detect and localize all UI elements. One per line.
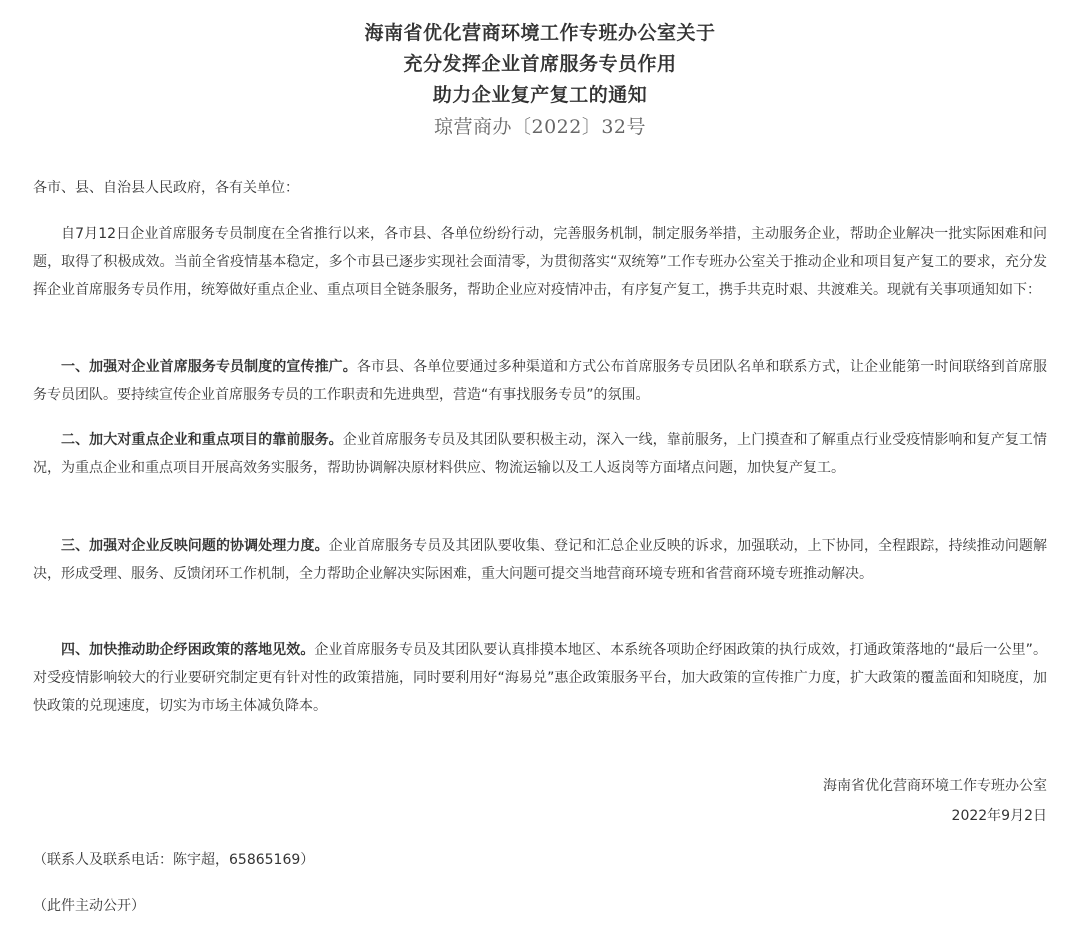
issue-date: 2022年9月2日 — [951, 808, 1047, 824]
section-text-4: 企业首席服务专员及其团队要认真排摸本地区、本系统各项助企纾困政策的执行成效，打通政策落地的“最后一公里”。对受疫情影响较大的行业要研究制定更有针对性的政策措施，同时要利用好“海易兑”惠企政策服务平台，加大政策的宣传推广力度，扩大政策的覆盖面和知晓度，加快政策的兑现速度，切实为市场主体减负降本。 — [33, 642, 1047, 714]
document-title-block — [33, 0, 1047, 143]
section-paragraph-3 — [33, 532, 1047, 588]
section-paragraph-2 — [33, 426, 1047, 482]
title-line-3: 助力企业复产复工的通知 — [432, 84, 648, 106]
document — [33, 0, 1048, 824]
title-line-1: 海南省优化营商环境工作专班办公室关于 — [364, 22, 716, 44]
title-line-2: 充分发挥企业首席服务专员作用 — [403, 53, 677, 75]
section-paragraph-1 — [33, 353, 1047, 409]
section-text-1: 各市县、各单位要通过多种渠道和方式公布首席服务专员团队名单和联系方式，让企业能第一时间联络到首席服务专员团队。要持续宣传企业首席服务专员的工作职责和先进典型，营造“有事找服务专员”的氛围。 — [33, 359, 1047, 403]
issuer-signature: 海南省优化营商环境工作专班办公室 — [823, 778, 1047, 794]
section-text-2: 企业首席服务专员及其团队要积极主动，深入一线，靠前服务，上门摸查和了解重点行业受疫情影响和复产复工情况，为重点企业和重点项目开展高效务实服务，帮助协调解决原材料供应、物流运输以及工人返岗等方面堵点问题，加快复产复工。 — [33, 432, 1048, 476]
intro-paragraph: 自7月12日企业首席服务专员制度在全省推行以来，各市县、各单位纷纷行动，完善服务机制，制定服务举措，主动服务企业，帮助企业解决一批实际困难和问题，取得了积极成效。当前全省疫情基本稳定，多个市县已逐步实现社会面清零，为贯彻落实“双统筹”工作专班办公室关于推动企业和项目复产复工的要求，充分发挥企业首席服务专员作用，统筹做好重点企业、重点项目全链条服务，帮助企业应对疫情冲击，有序复产复工，携手共克时艰、共渡难关。现就有关事项通知如下： — [33, 226, 1047, 298]
contact-note: （联系人及联系电话：陈宇超，65865169） — [33, 852, 315, 868]
section-text-3: 企业首席服务专员及其团队要收集、登记和汇总企业反映的诉求，加强联动，上下协同，全程跟踪，持续推动问题解决，形成受理、服务、反馈闭环工作机制，全力帮助企业解决实际困难，重大问题可提交当地营商环境专班和省营商环境专班推动解决。 — [33, 538, 1048, 582]
section-heading-1: 一、加强对企业首席服务专员制度的宣传推广。 — [61, 359, 357, 375]
section-heading-4: 四、加快推动助企纾困政策的落地见效。 — [61, 642, 315, 658]
section-paragraph-4 — [33, 636, 1047, 720]
section-heading-2: 二、加大对重点企业和重点项目的靠前服务。 — [61, 432, 343, 448]
public-disclosure-note: （此件主动公开） — [33, 898, 145, 914]
document-number: 琼营商办〔2022〕32号 — [433, 116, 647, 138]
addressee: 各市、县、自治县人民政府，各有关单位： — [33, 180, 299, 196]
section-heading-3: 三、加强对企业反映问题的协调处理力度。 — [61, 538, 329, 554]
